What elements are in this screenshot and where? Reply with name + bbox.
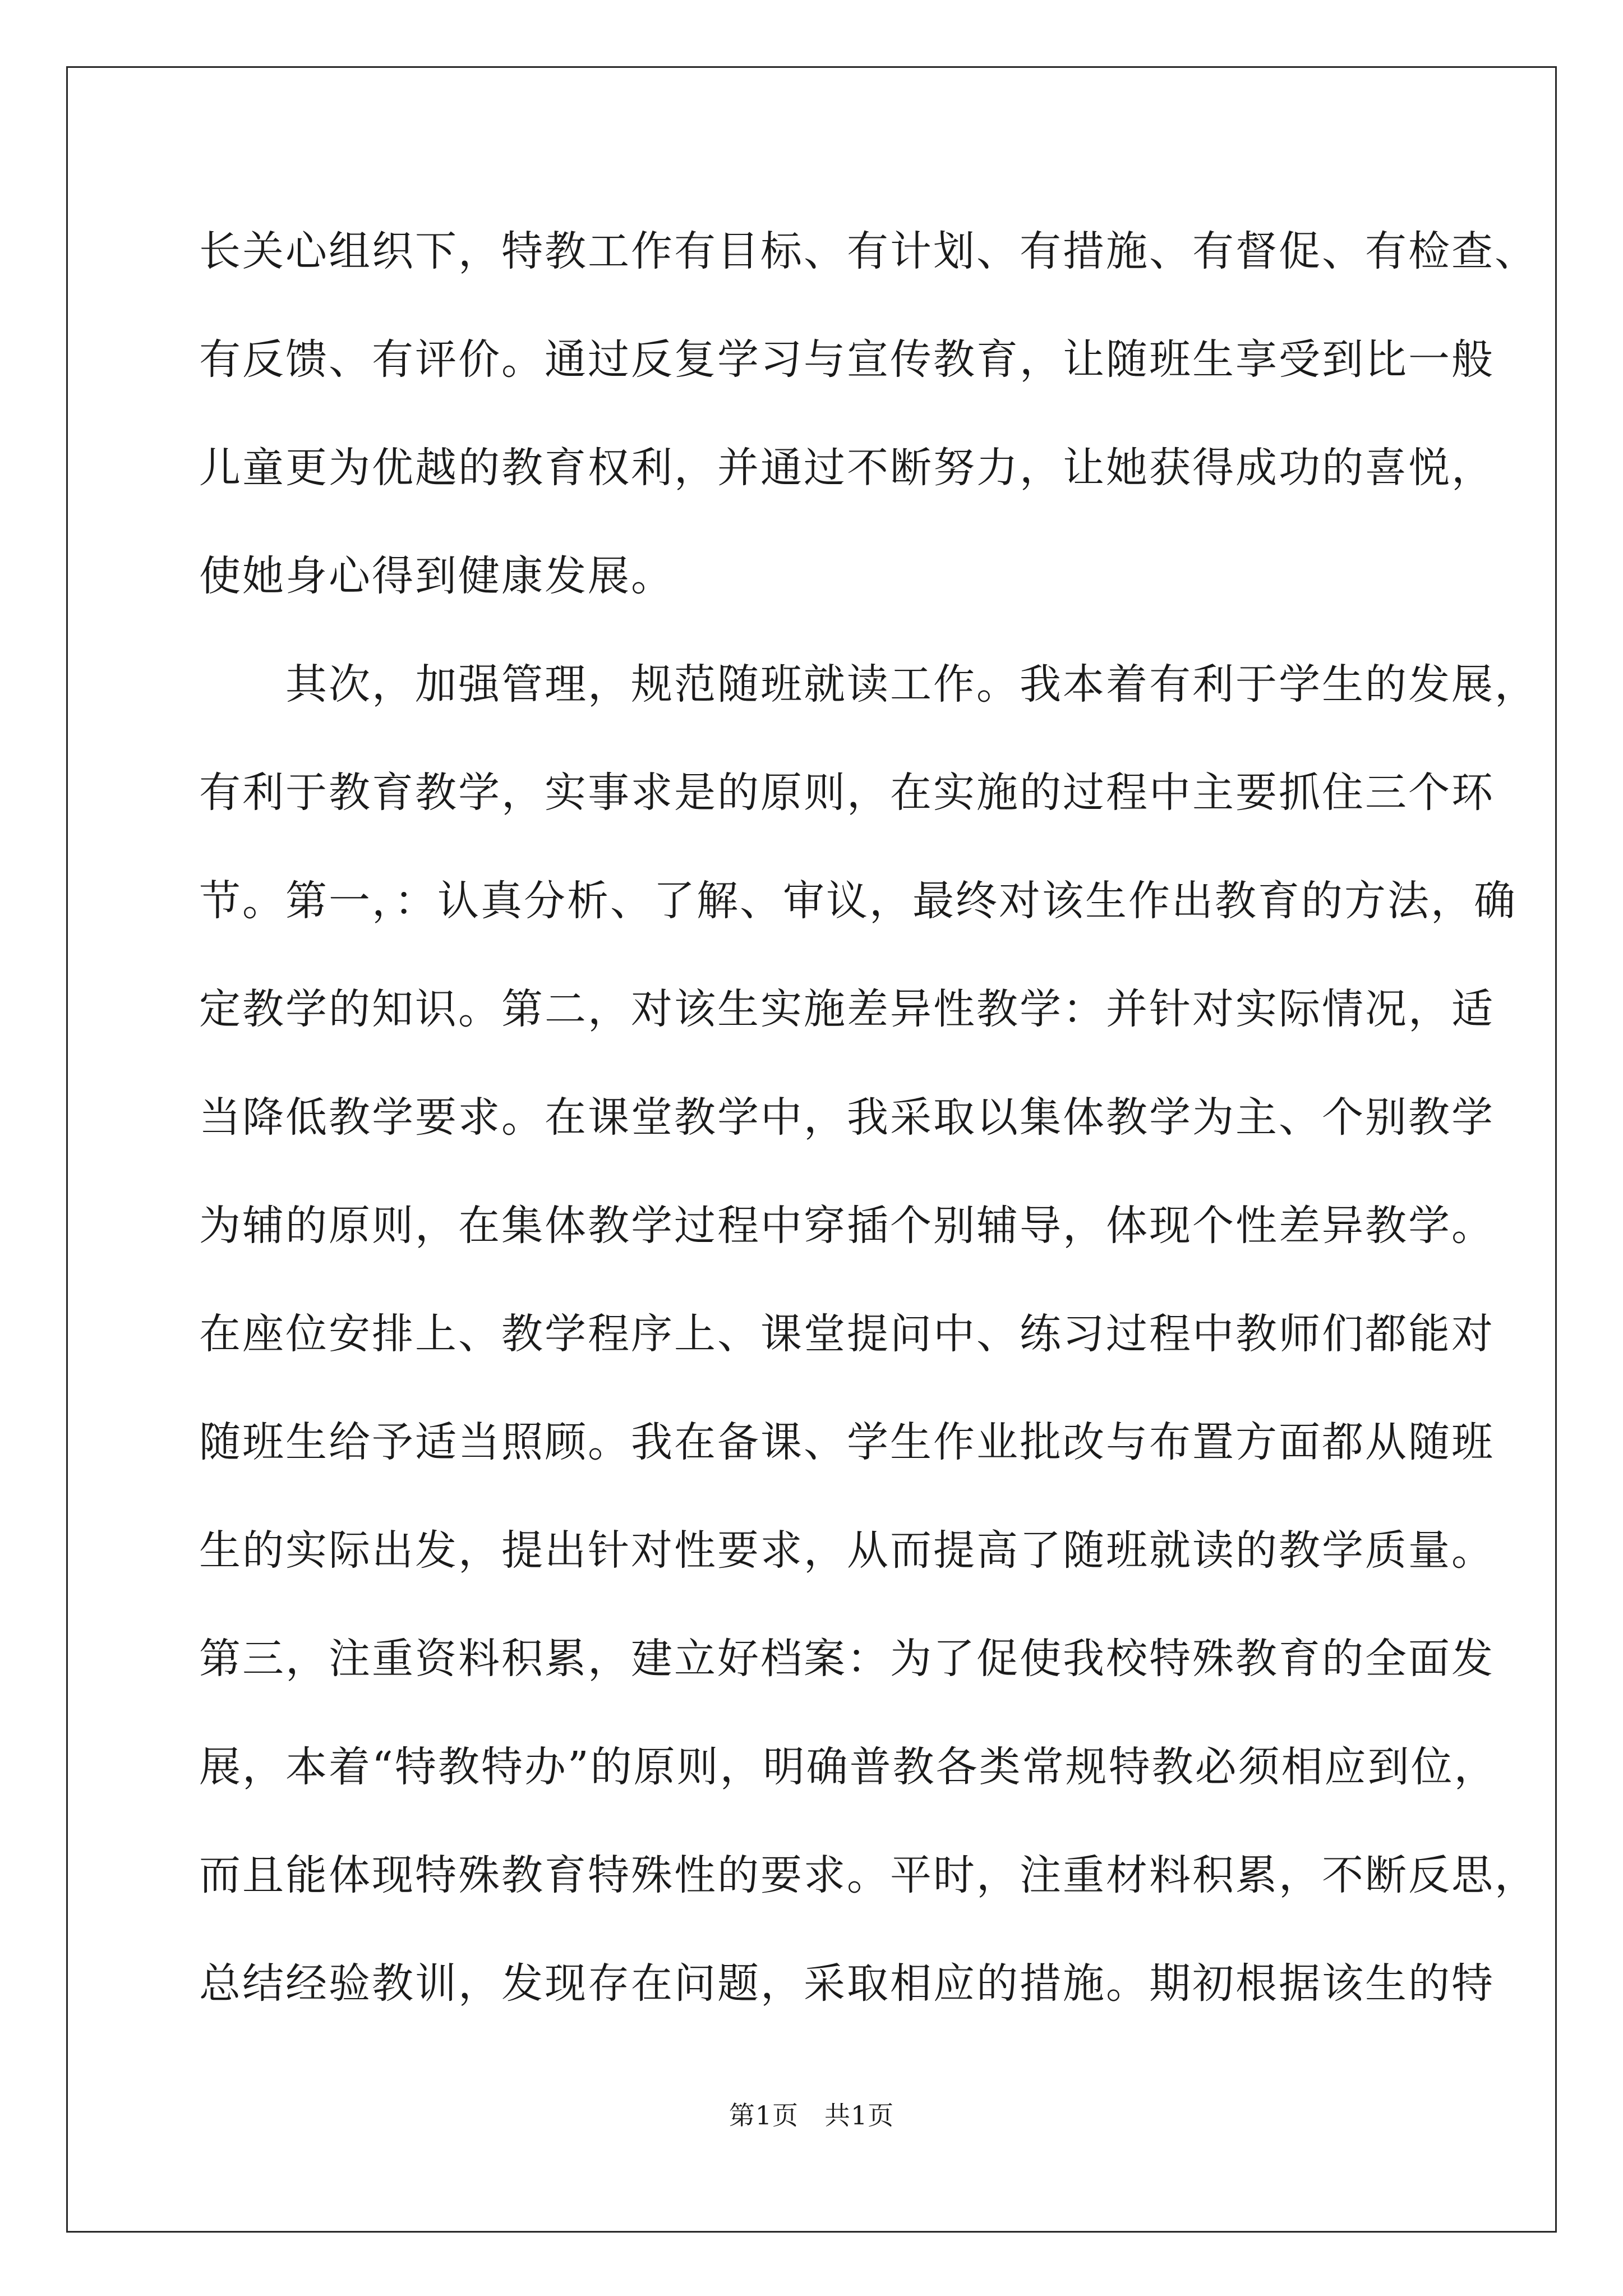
text-line: 长关心组织下，特教工作有目标、有计划、有措施、有督促、有检查、 <box>199 227 1538 275</box>
text-line: 随班生给予适当照顾。我在备课、学生作业批改与布置方面都从随班 <box>199 1418 1495 1466</box>
text-line: 而且能体现特殊教育特殊性的要求。平时，注重材料积累，不断反思， <box>199 1851 1538 1899</box>
text-line: 在座位安排上、教学程序上、课堂提问中、练习过程中教师们都能对 <box>199 1310 1495 1358</box>
text-line: 展，本着“特教特办”的原则，明确普教各类常规特教必须相应到位， <box>199 1743 1497 1791</box>
text-line: 总结经验教训，发现存在问题，采取相应的措施。期初根据该生的特 <box>199 1959 1495 2008</box>
text-line: 当降低教学要求。在课堂教学中，我采取以集体教学为主、个别教学 <box>199 1093 1495 1142</box>
text-line: 第三，注重资料积累，建立好档案：为了促使我校特殊教育的全面发 <box>199 1635 1495 1683</box>
text-line: 其次，加强管理，规范随班就读工作。我本着有利于学生的发展， <box>199 660 1538 708</box>
text-line: 节。第一，：认真分析、了解、审议，最终对该生作出教育的方法，确 <box>199 877 1517 925</box>
document-body <box>199 197 1538 2038</box>
page-total: 共1页 <box>824 2100 895 2131</box>
page-footer <box>0 2095 1623 2132</box>
text-line: 使她身心得到健康发展。 <box>199 552 674 600</box>
text-line: 有反馈、有评价。通过反复学习与宣传教育，让随班生享受到比一般 <box>199 335 1495 384</box>
page-number: 第1页 <box>728 2100 799 2131</box>
text-line: 为辅的原则，在集体教学过程中穿插个别辅导，体现个性差异教学。 <box>199 1202 1495 1250</box>
text-line: 有利于教育教学，实事求是的原则，在实施的过程中主要抓住三个环 <box>199 769 1495 817</box>
text-line: 生的实际出发，提出针对性要求，从而提高了随班就读的教学质量。 <box>199 1526 1495 1575</box>
text-line: 儿童更为优越的教育权利，并通过不断努力，让她获得成功的喜悦， <box>199 444 1495 492</box>
text-line: 定教学的知识。第二，对该生实施差异性教学：并针对实际情况，适 <box>199 985 1495 1033</box>
